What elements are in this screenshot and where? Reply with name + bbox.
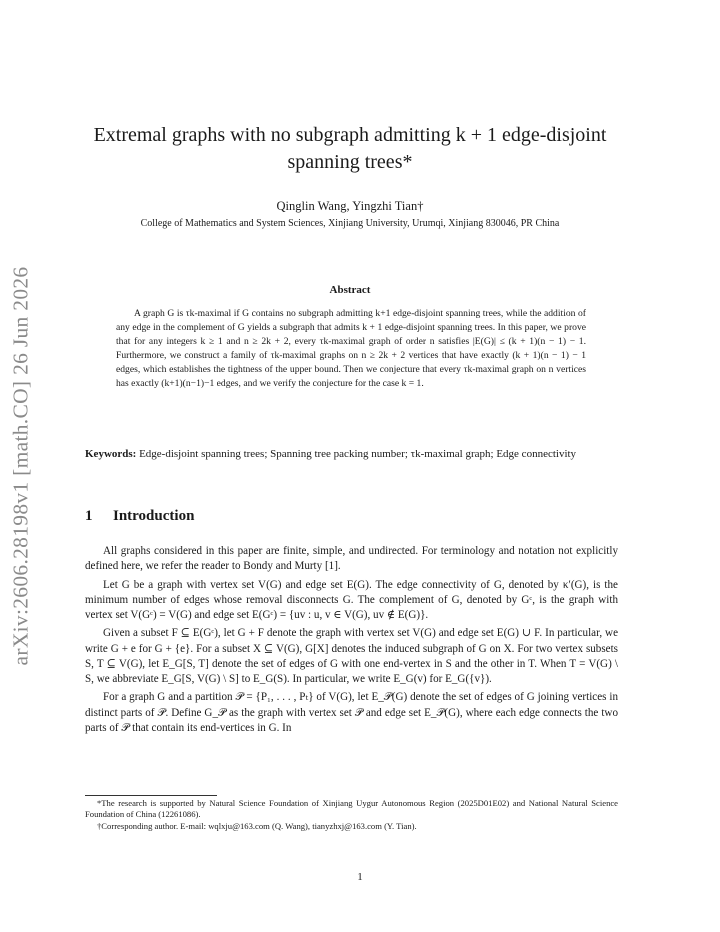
paragraph: Given a subset F ⊆ E(Gᶜ), let G + F denote the graph with vertex set V(G) and edge set E(G) ∪ F. In particular, we write G + e for G + {e}. For a subset X ⊆ V(G), G[X] denotes the induced subgraph of G on X. For two vertex subsets S, T ⊆ V(G), let E_G[S, T] denote the set of edges of G with one end-vertex in S and the other in T. When T = V(G) \ S, we abbreviate E_G[S, V(G) \ S] to E_G(S). In particular, we write E_G(v) for E_G({v}). [85,627,618,685]
paragraph: Let G be a graph with vertex set V(G) and edge set E(G). The edge connectivity of G, denoted by κ′(G), is the minimum number of edges whose removal disconnects G. The complement of G, denoted by Gᶜ, is the graph with vertex set V(Gᶜ) = V(G) and edge set E(Gᶜ) = {uv : u, v ∈ V(G), uv ∉ E(G)}. [85,578,618,621]
footnotes [85,798,618,832]
abstract-text: A graph G is τk-maximal if G contains no subgraph admitting k+1 edge-disjoint spanning trees, while the addition of any edge in the complement of G yields a subgraph that admits k + 1 edge-disjoint spanning trees. In this paper, we prove that for any integers k ≥ 1 and n ≥ 2k + 2, every τk-maximal graph of order n satisfies |E(G)| ≤ (k + 1)(n − 1) − 1. Furthermore, we construct a family of τk-maximal graphs on n ≥ 2k + 2 vertices that have exactly (k + 1)(n − 1) − 1 edges, which establishes the tightness of the upper bound. Then we conjecture that every τk-maximal graph on n vertices has exactly (k+1)(n−1)−1 edges, and we verify the conjecture for the case k = 1. [116,308,586,389]
paper-title [80,122,620,176]
footnote-rule [85,795,217,796]
keywords-label: Keywords: [85,448,137,460]
section-title: Introduction [113,508,195,524]
title-line-2: spanning trees* [287,151,413,173]
affiliation: College of Mathematics and System Sciences, Xinjiang University, Urumqi, Xinjiang 830046, PR China [140,218,560,229]
page-number: 1 [357,871,363,883]
keywords [85,447,618,462]
section-heading [85,508,194,525]
body-text [85,544,618,739]
arxiv-stamp: arXiv:2606.28198v1 [math.CO] 26 Jun 2026 [8,266,33,666]
authors: Qinglin Wang, Yingzhi Tian† [276,199,424,213]
footnote-corresponding: †Corresponding author. E-mail: wqlxju@163.com (Q. Wang), tianyzhxj@163.com (Y. Tian). [97,820,417,831]
paragraph: For a graph G and a partition 𝒫 = {P₁, . . . , Pₜ} of V(G), let E_𝒫(G) denote the set of edges of G joining vertices in distinct parts of 𝒫. Define G_𝒫 as the graph with vertex set 𝒫 and edge set E_𝒫(G), where each edge connects the two parts of 𝒫 that contain its end-vertices in G. In [85,691,618,734]
keywords-text: Edge-disjoint spanning trees; Spanning tree packing number; τk-maximal graph; Edge connectivity [139,448,577,460]
paragraph: All graphs considered in this paper are finite, simple, and undirected. For terminology and notation not explicitly defined here, we refer the reader to Bondy and Murty [1]. [85,545,618,573]
section-number: 1 [85,508,93,524]
title-line-1: Extremal graphs with no subgraph admitting k + 1 edge-disjoint [93,124,607,146]
abstract-heading: Abstract [329,284,371,296]
footnote-funding: *The research is supported by Natural Science Foundation of Xinjiang Uygur Autonomous Region (2025D01E02) and National Natural Science Foundation of China (12261086). [85,798,618,820]
